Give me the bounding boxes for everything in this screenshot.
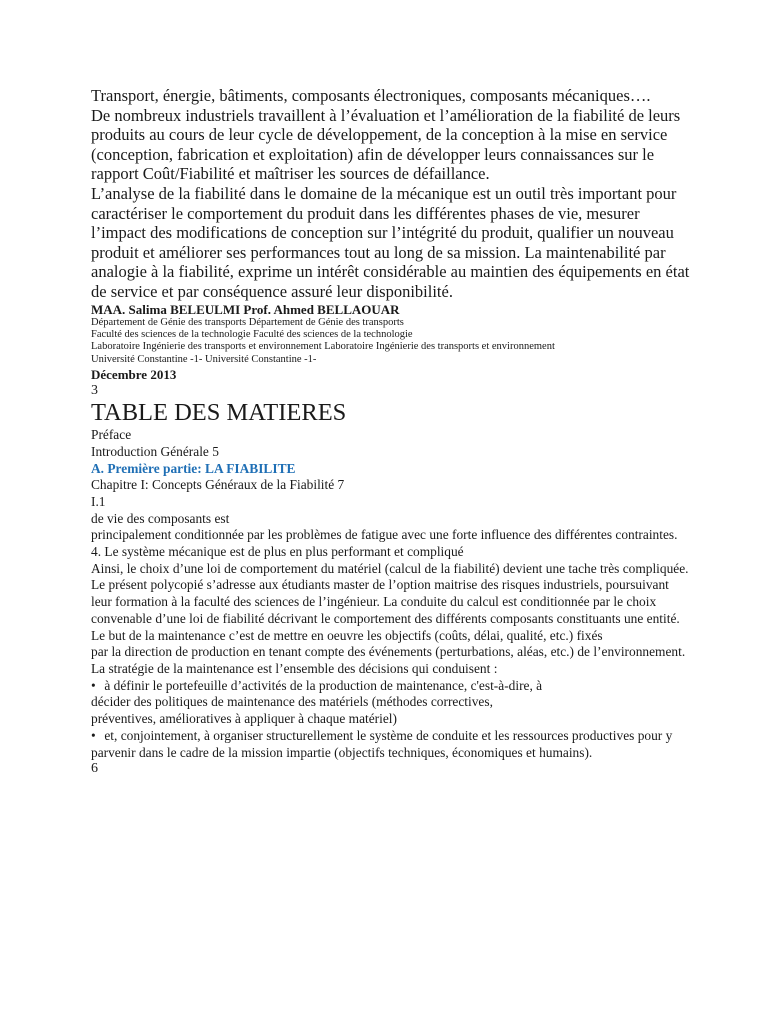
intro-paragraph-1: Transport, énergie, bâtiments, composants électroniques, composants mécaniques…. bbox=[91, 86, 651, 105]
body-line: préventives, amélioratives à appliquer à chaque matériel) bbox=[91, 711, 397, 727]
page-number: 3 bbox=[91, 383, 98, 399]
body-paragraph: 4. Le système mécanique est de plus en plus performant et compliqué bbox=[91, 544, 464, 560]
body-line: décider des politiques de maintenance des matériels (méthodes correctives, bbox=[91, 694, 493, 710]
intro-paragraph-2: De nombreux industriels travaillent à l’évaluation et l’amélioration de la fiabilité de leurs produits au cours de leur cycle de développement, de la conception à la mise en service (conception, fabrication et exploitation) afin de développer leurs connaissances sur le rapport Coût/Fiabilité et maîtriser les sources de défaillance. bbox=[91, 105, 681, 184]
toc-preface: Préface bbox=[91, 427, 132, 443]
body-paragraph: Ainsi, le choix d’une loi de comportement du matériel (calcul de la fiabilité) devient une tache très compliquée. Le présent polycopié s’adresse aux étudiants master de l’option maitrise des risques industriels, poursuivant leur formation à la faculté des sciences de l’ingénieur. La conduite du calcul est conditionnée par le choix convenable d’une loi de fiabilité décrivant le comportement des différents composants constituants une entité. bbox=[91, 560, 689, 626]
body-line: de vie des composants est bbox=[91, 510, 230, 526]
affiliation-laboratory: Laboratoire Ingénierie des transports et environnement Laboratoire Ingénierie des transports et environnement bbox=[91, 341, 555, 353]
page-number: 6 bbox=[91, 761, 98, 777]
body-paragraph: Le but de la maintenance c’est de mettre en oeuvre les objectifs (coûts, délai, qualité, etc.) fixés bbox=[91, 627, 603, 643]
bullet-text: à définir le portefeuille d’activités de la production de maintenance, c'est-à-dire, à bbox=[101, 677, 543, 693]
bullet-text: et, conjointement, à organiser structurellement le système de conduite et les ressources productives pour y parvenir dans le cadre de la mission impartie (objectifs techniques, économiques et humains). bbox=[91, 727, 673, 760]
toc-chapter-1: Chapitre I: Concepts Généraux de la Fiabilité 7 bbox=[91, 477, 345, 493]
bullet-icon: • bbox=[91, 677, 96, 693]
toc-part-a-link[interactable]: A. Première partie: LA FIABILITE bbox=[91, 460, 296, 476]
body-paragraph: par la direction de production en tenant compte des événements (perturbations, aléas, etc.) de l’environnement. bbox=[91, 644, 686, 660]
intro-section bbox=[91, 86, 691, 302]
authors-line: MAA. Salima BELEULMI Prof. Ahmed BELLAOUAR bbox=[91, 301, 400, 317]
affiliations bbox=[91, 317, 691, 367]
toc-section-1-1: I.1 bbox=[91, 493, 106, 509]
bullet-item bbox=[91, 678, 691, 695]
body-paragraph: principalement conditionnée par les problèmes de fatigue avec une forte influence des différentes contraintes. bbox=[91, 527, 678, 543]
toc-introduction: Introduction Générale 5 bbox=[91, 443, 219, 459]
affiliation-university: Université Constantine -1- Université Constantine -1- bbox=[91, 353, 317, 365]
toc-title: TABLE DES MATIERES bbox=[91, 399, 347, 427]
publication-date: Décembre 2013 bbox=[91, 367, 177, 383]
bullet-icon: • bbox=[91, 727, 96, 743]
body-paragraph: La stratégie de la maintenance est l’ensemble des décisions qui conduisent : bbox=[91, 661, 498, 676]
intro-paragraph-3: L’analyse de la fiabilité dans le domaine de la mécanique est un outil très important pour caractériser le comportement du produit dans les différentes phases de vie, mesurer l’impact des modifications de conception sur l’intégrité du produit, qualifier un nouveau produit et améliorer ses performances tout au long de sa mission. La maintenabilité par analogie à la fiabilité, exprime un intérêt considérable au maintien des équipements en état de service et par conséquence assuré leur disponibilité. bbox=[91, 183, 690, 301]
document-page bbox=[91, 86, 691, 778]
toc-and-body bbox=[91, 427, 691, 778]
bullet-item bbox=[91, 728, 691, 761]
affiliation-department: Département de Génie des transports Département de Génie des transports bbox=[91, 316, 404, 328]
affiliation-faculty: Faculté des sciences de la technologie Faculté des sciences de la technologie bbox=[91, 328, 413, 340]
